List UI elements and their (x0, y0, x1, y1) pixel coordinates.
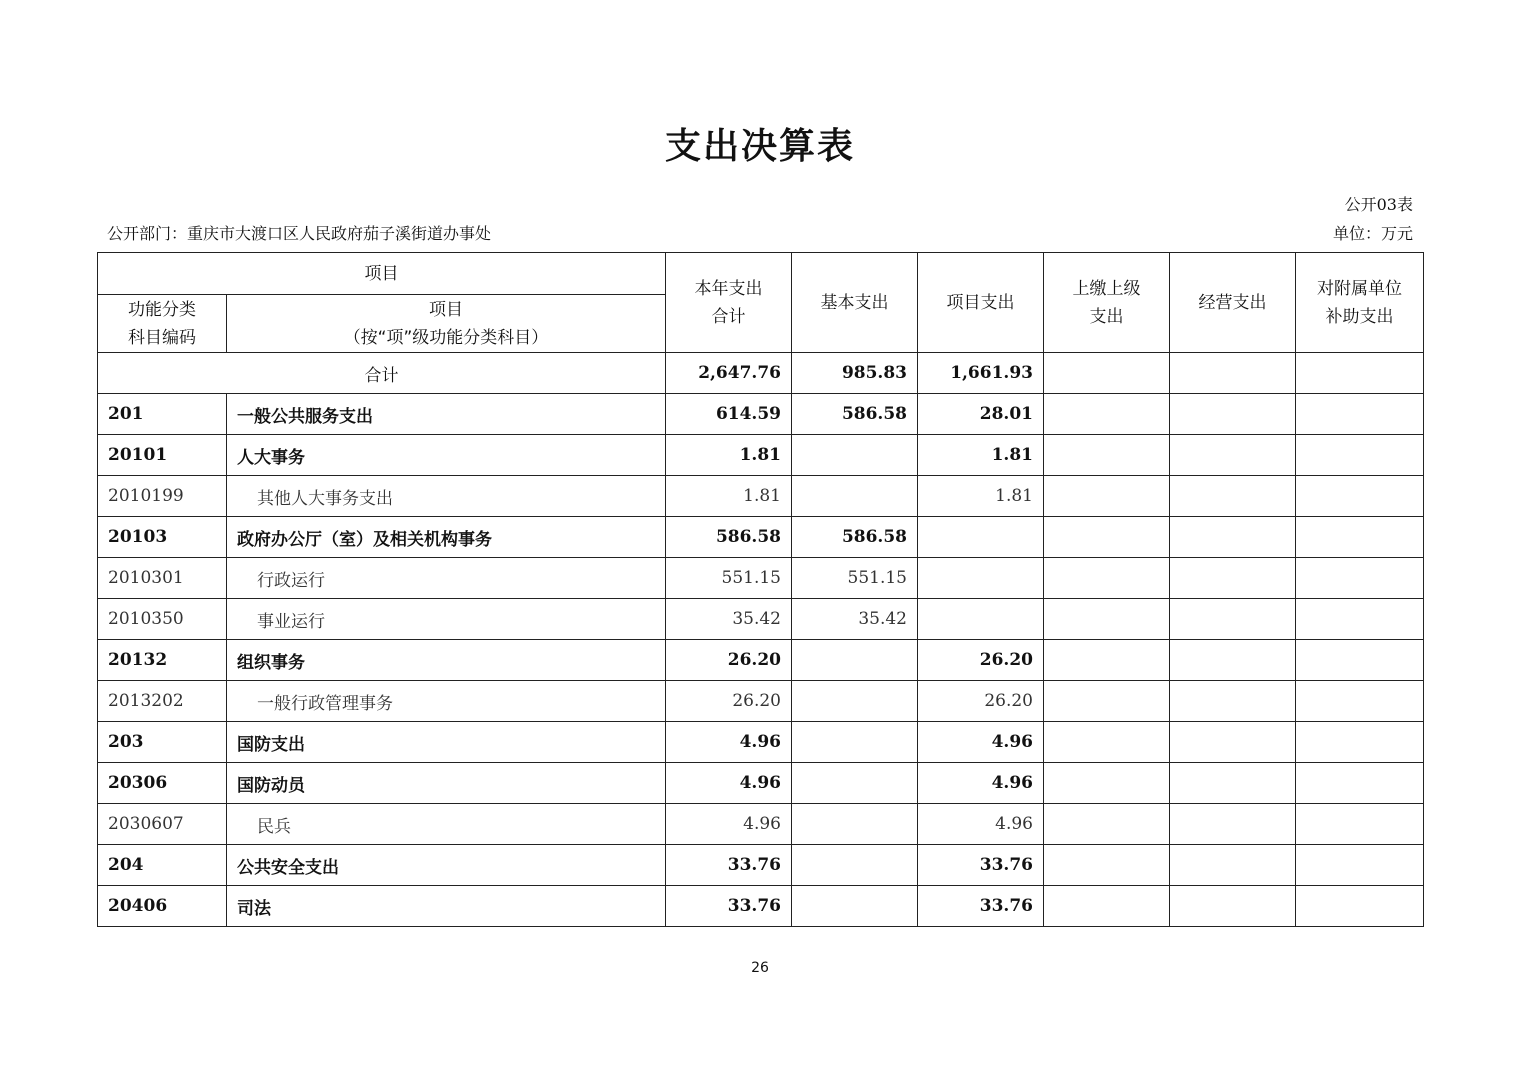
row-name: 司法 (227, 886, 666, 927)
header-upper: 上缴上级 支出 (1044, 253, 1170, 353)
row-subsidy (1296, 886, 1424, 927)
row-name: 一般行政管理事务 (227, 681, 666, 722)
row-upper (1044, 435, 1170, 476)
row-subsidy (1296, 394, 1424, 435)
row-name: 其他人大事务支出 (227, 476, 666, 517)
row-upper (1044, 394, 1170, 435)
row-basic (792, 804, 918, 845)
row-subsidy (1296, 517, 1424, 558)
form-number: 公开03表 (1344, 195, 1413, 214)
total-subsidy (1296, 353, 1424, 394)
row-operating (1170, 845, 1296, 886)
row-subsidy (1296, 845, 1424, 886)
header-subsidy: 对附属单位 补助支出 (1296, 253, 1424, 353)
row-total: 26.20 (666, 681, 792, 722)
header-operating: 经营支出 (1170, 253, 1296, 353)
row-subsidy (1296, 558, 1424, 599)
row-basic (792, 763, 918, 804)
header-project: 项目支出 (918, 253, 1044, 353)
row-code: 203 (98, 722, 227, 763)
row-basic (792, 476, 918, 517)
row-subsidy (1296, 681, 1424, 722)
row-project: 1.81 (918, 476, 1044, 517)
row-basic (792, 681, 918, 722)
row-name: 事业运行 (227, 599, 666, 640)
row-code: 20306 (98, 763, 227, 804)
table-row (98, 640, 1424, 681)
row-operating (1170, 763, 1296, 804)
row-subsidy (1296, 722, 1424, 763)
row-upper (1044, 640, 1170, 681)
row-name: 民兵 (227, 804, 666, 845)
row-operating (1170, 476, 1296, 517)
row-basic (792, 886, 918, 927)
table-row (98, 886, 1424, 927)
row-upper (1044, 476, 1170, 517)
row-code: 2010301 (98, 558, 227, 599)
page-title: 支出决算表 (664, 126, 855, 167)
row-upper (1044, 558, 1170, 599)
row-upper (1044, 845, 1170, 886)
table-row (98, 722, 1424, 763)
row-project: 33.76 (918, 886, 1044, 927)
total-upper (1044, 353, 1170, 394)
row-upper (1044, 517, 1170, 558)
row-code: 20103 (98, 517, 227, 558)
row-name: 行政运行 (227, 558, 666, 599)
total-label: 合计 (98, 353, 666, 394)
table-row (98, 435, 1424, 476)
row-upper (1044, 763, 1170, 804)
row-project: 4.96 (918, 722, 1044, 763)
row-project: 26.20 (918, 640, 1044, 681)
row-basic: 586.58 (792, 394, 918, 435)
table-row (98, 845, 1424, 886)
header-code: 功能分类 科目编码 (98, 295, 227, 353)
total-amount: 2,647.76 (666, 353, 792, 394)
table-row (98, 599, 1424, 640)
row-basic (792, 640, 918, 681)
row-code: 2030607 (98, 804, 227, 845)
row-code: 2010199 (98, 476, 227, 517)
row-name: 国防支出 (227, 722, 666, 763)
table-row (98, 394, 1424, 435)
row-total: 33.76 (666, 886, 792, 927)
row-total: 35.42 (666, 599, 792, 640)
unit-label: 单位：万元 (1332, 224, 1413, 243)
table-row (98, 476, 1424, 517)
row-code: 2013202 (98, 681, 227, 722)
row-name: 政府办公厅（室）及相关机构事务 (227, 517, 666, 558)
row-code: 20406 (98, 886, 227, 927)
total-basic: 985.83 (792, 353, 918, 394)
row-project: 4.96 (918, 804, 1044, 845)
row-name: 公共安全支出 (227, 845, 666, 886)
header-total: 本年支出 合计 (666, 253, 792, 353)
expenditure-table (97, 252, 1424, 927)
row-total: 26.20 (666, 640, 792, 681)
row-subsidy (1296, 640, 1424, 681)
row-total: 1.81 (666, 476, 792, 517)
row-project: 1.81 (918, 435, 1044, 476)
row-basic (792, 845, 918, 886)
row-total: 614.59 (666, 394, 792, 435)
table-row (98, 517, 1424, 558)
row-project: 33.76 (918, 845, 1044, 886)
row-project (918, 599, 1044, 640)
row-name: 组织事务 (227, 640, 666, 681)
header-project-group: 项目 (98, 253, 666, 295)
header-name: 项目 （按“项”级功能分类科目） (227, 295, 666, 353)
row-operating (1170, 804, 1296, 845)
total-project: 1,661.93 (918, 353, 1044, 394)
row-subsidy (1296, 476, 1424, 517)
row-operating (1170, 886, 1296, 927)
row-project: 26.20 (918, 681, 1044, 722)
row-code: 20101 (98, 435, 227, 476)
row-project (918, 517, 1044, 558)
row-operating (1170, 394, 1296, 435)
row-project: 4.96 (918, 763, 1044, 804)
total-row (98, 353, 1424, 394)
row-upper (1044, 681, 1170, 722)
row-subsidy (1296, 599, 1424, 640)
row-total: 33.76 (666, 845, 792, 886)
row-subsidy (1296, 435, 1424, 476)
row-total: 4.96 (666, 722, 792, 763)
row-project (918, 558, 1044, 599)
row-operating (1170, 681, 1296, 722)
total-operating (1170, 353, 1296, 394)
row-total: 1.81 (666, 435, 792, 476)
table-row (98, 681, 1424, 722)
row-name: 人大事务 (227, 435, 666, 476)
row-upper (1044, 886, 1170, 927)
row-upper (1044, 599, 1170, 640)
row-operating (1170, 722, 1296, 763)
row-total: 4.96 (666, 763, 792, 804)
row-subsidy (1296, 804, 1424, 845)
table-row (98, 763, 1424, 804)
header-basic: 基本支出 (792, 253, 918, 353)
table-row (98, 804, 1424, 845)
table-row (98, 558, 1424, 599)
row-upper (1044, 804, 1170, 845)
page-number: 26 (751, 960, 769, 976)
row-total: 551.15 (666, 558, 792, 599)
row-operating (1170, 435, 1296, 476)
row-operating (1170, 558, 1296, 599)
row-code: 2010350 (98, 599, 227, 640)
row-basic: 586.58 (792, 517, 918, 558)
row-operating (1170, 640, 1296, 681)
row-name: 国防动员 (227, 763, 666, 804)
row-code: 204 (98, 845, 227, 886)
row-code: 201 (98, 394, 227, 435)
row-operating (1170, 517, 1296, 558)
row-total: 586.58 (666, 517, 792, 558)
row-code: 20132 (98, 640, 227, 681)
row-name: 一般公共服务支出 (227, 394, 666, 435)
row-project: 28.01 (918, 394, 1044, 435)
row-subsidy (1296, 763, 1424, 804)
row-total: 4.96 (666, 804, 792, 845)
row-basic: 551.15 (792, 558, 918, 599)
row-basic (792, 435, 918, 476)
department-label: 公开部门：重庆市大渡口区人民政府茄子溪街道办事处 (107, 224, 492, 243)
row-basic: 35.42 (792, 599, 918, 640)
row-operating (1170, 599, 1296, 640)
row-upper (1044, 722, 1170, 763)
row-basic (792, 722, 918, 763)
